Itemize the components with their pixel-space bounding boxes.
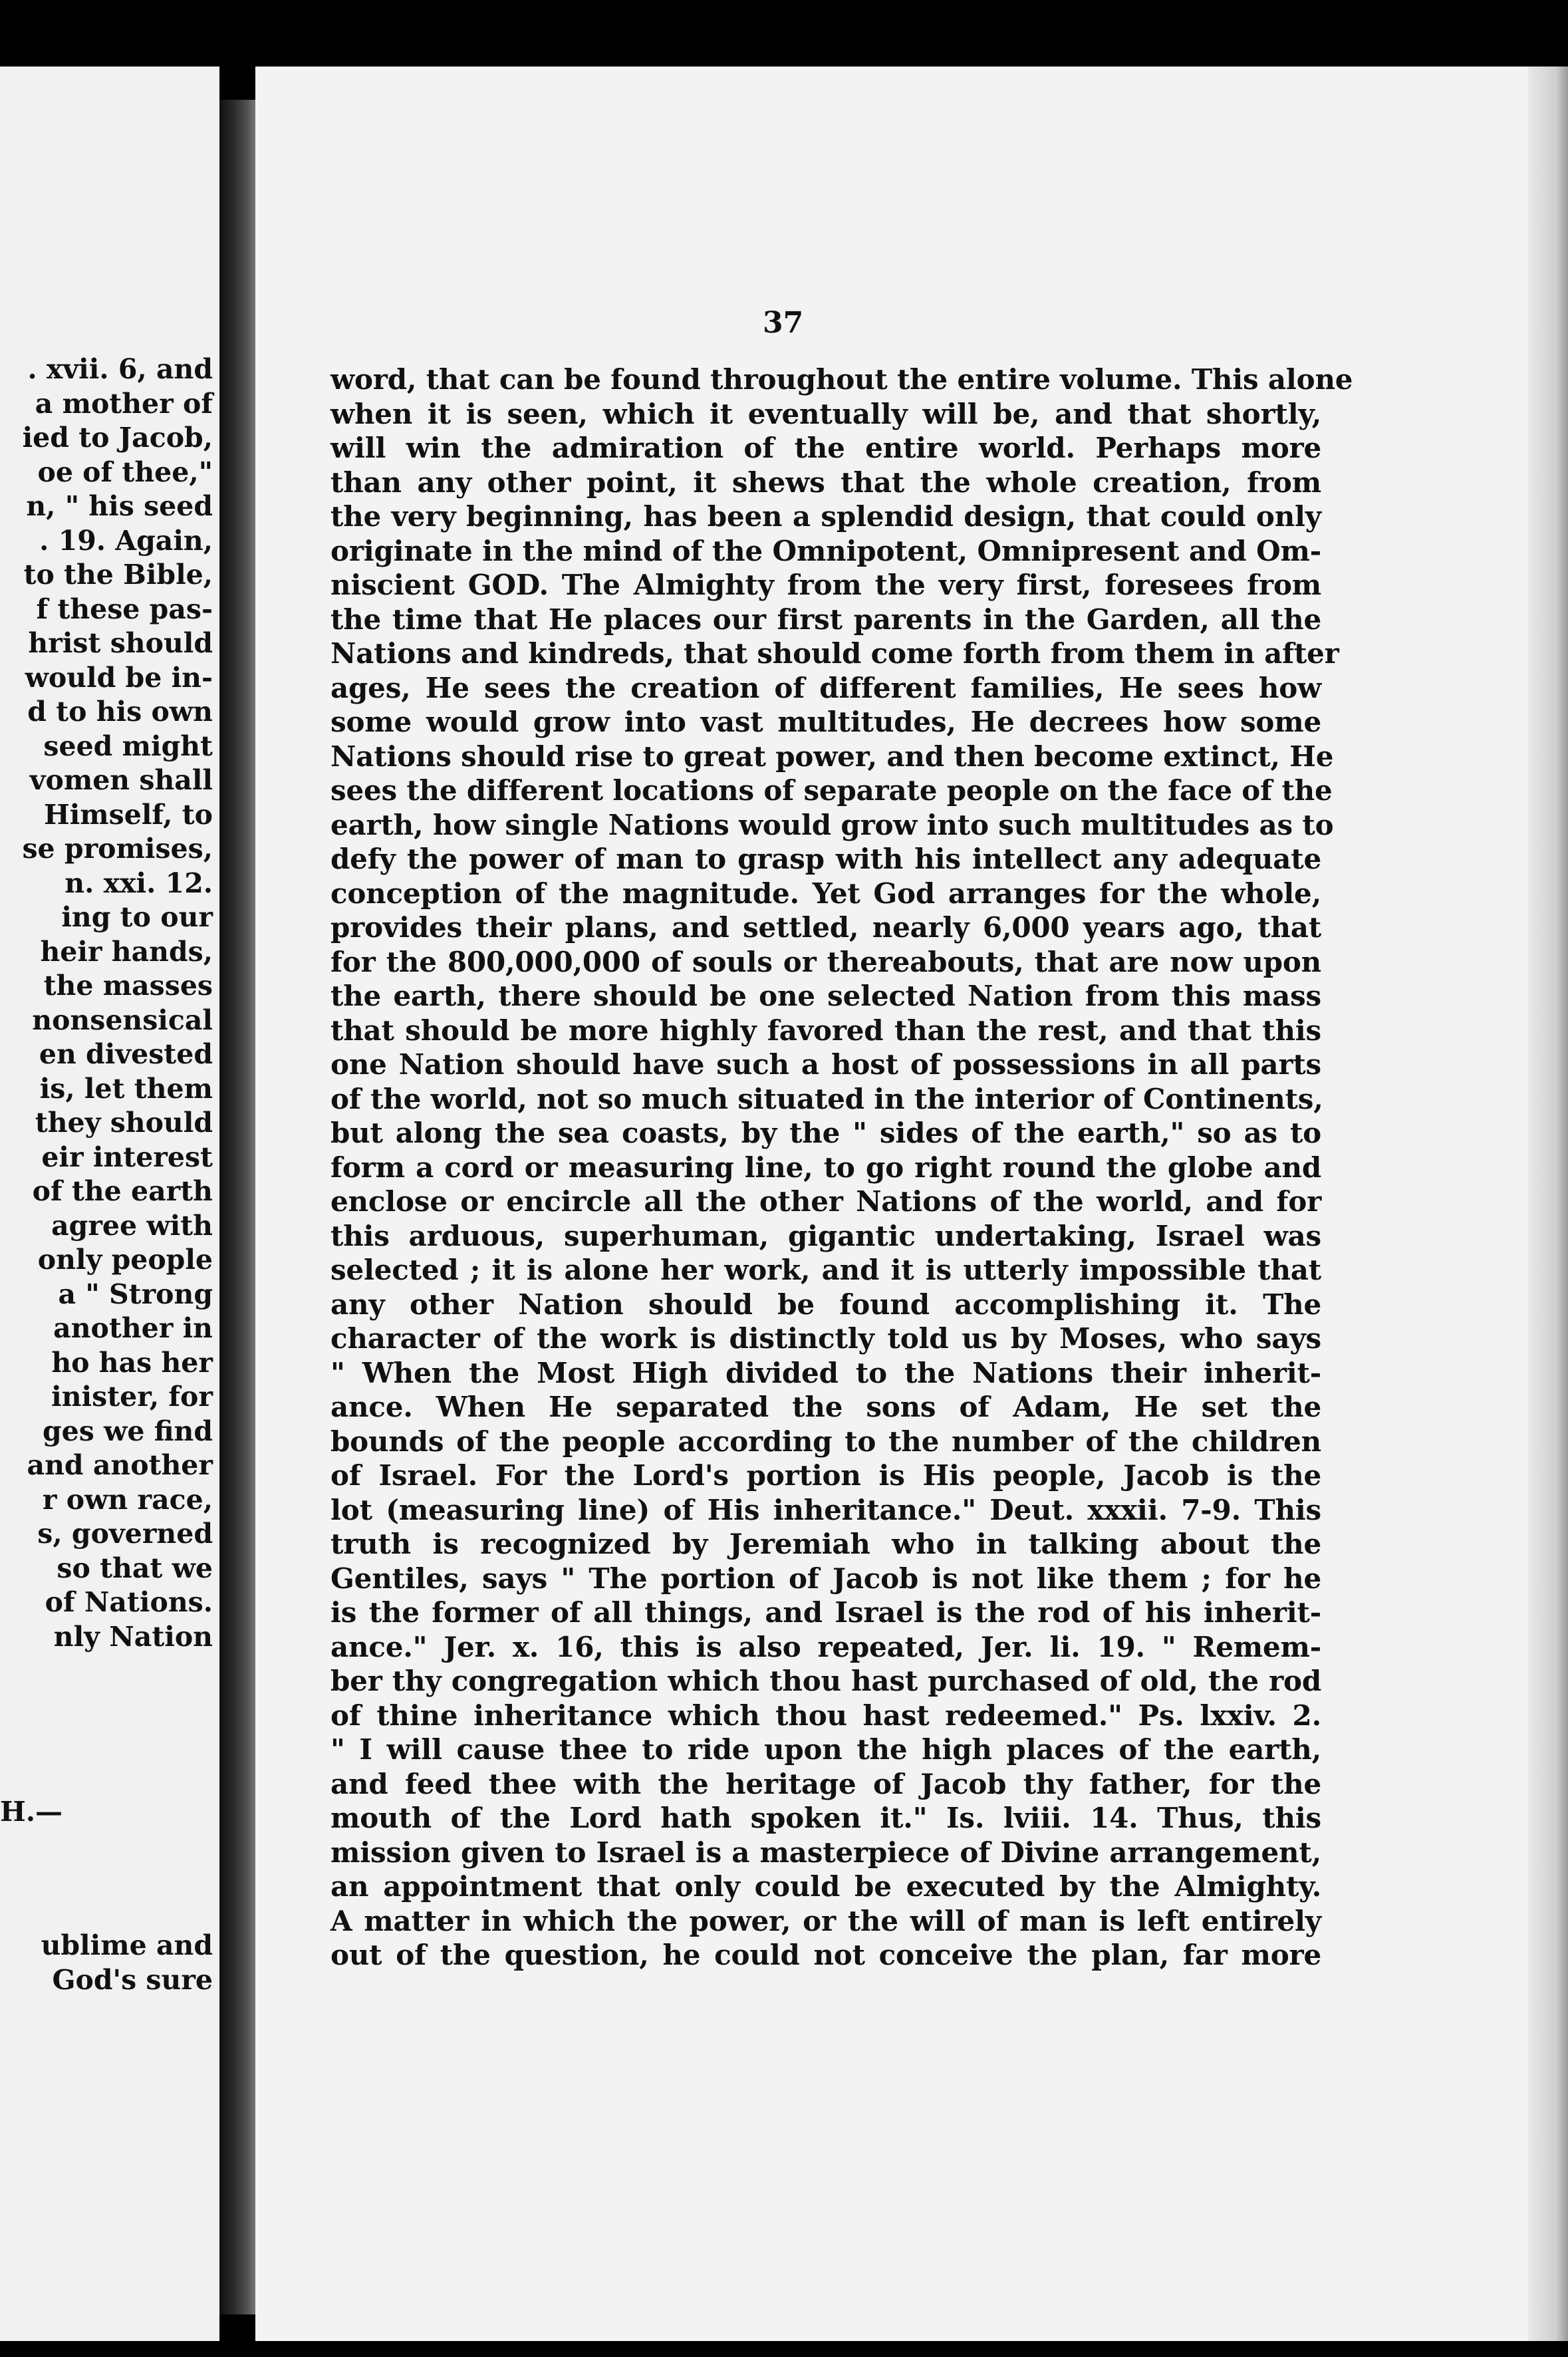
page-body-text (330, 362, 1353, 1973)
previous-page-line: only people (37, 1244, 213, 1276)
text-line: selected ; it is alone her work, and it is utterly impossible that (330, 1254, 1321, 1286)
previous-page-line: ied to Jacob, (22, 422, 213, 454)
previous-page-line: oe of thee," (37, 456, 213, 488)
previous-page-line: is, let them (39, 1072, 213, 1105)
text-line: character of the work is distinctly told us by Moses, who says (330, 1322, 1321, 1355)
previous-page-line: hrist should (28, 627, 213, 659)
text-line: word, that can be found throughout the entire volume. This alone (330, 363, 1353, 396)
previous-page-line: so that we (57, 1552, 213, 1584)
text-line: that should be more highly favored than the rest, and that this (330, 1014, 1321, 1047)
previous-page-line: Himself, to (43, 798, 213, 831)
page-number: 37 (763, 306, 804, 340)
previous-page-line: of Nations. (45, 1586, 213, 1618)
text-line: provides their plans, and settled, nearly 6,000 years ago, that (330, 911, 1321, 944)
text-line: niscient GOD. The Almighty from the very first, foresees from (330, 569, 1321, 601)
text-line: ages, He sees the creation of different families, He sees how (330, 671, 1321, 704)
text-line: ance." Jer. x. 16, this is also repeated, Jer. li. 19. " Remem- (330, 1630, 1321, 1663)
text-line: originate in the mind of the Omnipotent, Omnipresent and Om- (330, 534, 1321, 567)
text-line: an appointment that only could be executed by the Almighty. (330, 1870, 1321, 1903)
text-line: for the 800,000,000 of souls or thereabouts, that are now upon (330, 945, 1321, 978)
text-line: when it is seen, which it eventually will be, and that shortly, (330, 397, 1321, 430)
text-line: than any other point, it shews that the whole creation, from (330, 466, 1321, 499)
previous-page-line: ho has her (51, 1346, 213, 1379)
previous-page-line: nonsensical (32, 1004, 213, 1036)
text-line: some would grow into vast multitudes, He decrees how some (330, 706, 1321, 738)
text-line: and feed thee with the heritage of Jacob thy father, for the (330, 1767, 1321, 1800)
previous-page-line: seed might (43, 730, 213, 762)
previous-page-line: n, " his seed (26, 490, 213, 522)
previous-page-line: eir interest (41, 1141, 213, 1173)
text-line: the very beginning, has been a splendid design, that could only (330, 500, 1321, 533)
text-line: one Nation should have such a host of possessions in all parts (330, 1048, 1321, 1081)
previous-page-line: vomen shall (29, 764, 213, 796)
previous-page-line: the masses (43, 970, 213, 1002)
text-line: ber thy congregation which thou hast purchased of old, the rod (330, 1665, 1321, 1697)
previous-page-column (0, 352, 213, 1654)
previous-page-line: to the Bible, (23, 559, 213, 591)
previous-page-line: of the earth (32, 1175, 213, 1207)
previous-page-line: en divested (39, 1038, 213, 1070)
text-line: sees the different locations of separate people on the face of the (330, 774, 1333, 807)
previous-page-closing (0, 1929, 213, 1997)
previous-page-line: heir hands, (40, 935, 213, 968)
text-line: mission given to Israel is a masterpiece of Divine arrangement, (330, 1836, 1321, 1869)
text-line: form a cord or measuring line, to go right round the globe and (330, 1151, 1321, 1184)
text-line: lot (measuring line) of His inheritance." Deut. xxxii. 7-9. This (330, 1493, 1321, 1526)
text-line: defy the power of man to grasp with his intellect any adequate (330, 843, 1321, 875)
previous-page-line: r own race, (42, 1483, 213, 1516)
previous-page-line: ing to our (61, 901, 213, 933)
text-line: but along the sea coasts, by the " sides of the earth," so as to (330, 1117, 1321, 1149)
text-line: earth, how single Nations would grow into such multitudes as to (330, 808, 1334, 841)
book-spine (219, 100, 255, 2314)
text-line: ance. When He separated the sons of Adam, He set the (330, 1391, 1321, 1423)
previous-page-line: n. xxi. 12. (65, 867, 213, 899)
previous-page-line: God's sure (52, 1963, 213, 1996)
previous-page-line: f these pas- (36, 593, 213, 625)
text-line: truth is recognized by Jeremiah who in talking about the (330, 1528, 1321, 1560)
previous-page-line: inister, for (51, 1381, 213, 1413)
previous-page-line: se promises, (22, 833, 213, 865)
text-line: of Israel. For the Lord's portion is His people, Jacob is the (330, 1459, 1321, 1492)
previous-page (0, 67, 219, 2341)
previous-page-line: nly Nation (53, 1620, 213, 1653)
previous-page-line: agree with (51, 1209, 213, 1242)
previous-page-line: and another (27, 1449, 213, 1481)
previous-page-line: . xvii. 6, and (27, 353, 213, 385)
text-line: of the world, not so much situated in the interior of Continents, (330, 1082, 1323, 1115)
text-line: conception of the magnitude. Yet God arranges for the whole, (330, 877, 1321, 910)
text-line: will win the admiration of the entire world. Perhaps more (330, 432, 1321, 464)
text-line: enclose or encircle all the other Nations of the world, and for (330, 1185, 1321, 1218)
previous-page-line: a mother of (35, 387, 213, 420)
text-line: mouth of the Lord hath spoken it." Is. lviii. 14. Thus, this (330, 1802, 1321, 1834)
text-line: " I will cause thee to ride upon the high places of the earth, (330, 1733, 1321, 1766)
text-line: out of the question, he could not conceive the plan, far more (330, 1939, 1321, 1971)
current-page (255, 67, 1568, 2341)
text-line: " When the Most High divided to the Nations their inherit- (330, 1356, 1321, 1389)
previous-page-line: another in (53, 1312, 213, 1344)
text-line: any other Nation should be found accomplishing it. The (330, 1288, 1321, 1321)
previous-page-line: they should (35, 1107, 213, 1139)
previous-page-line: d to his own (27, 696, 213, 728)
previous-page-line: ublime and (41, 1929, 213, 1961)
text-line: bounds of the people according to the number of the children (330, 1425, 1321, 1458)
text-line: Nations should rise to great power, and then become extinct, He (330, 740, 1334, 773)
previous-page-line: ges we find (42, 1415, 213, 1447)
previous-page-line: a " Strong (58, 1278, 213, 1310)
text-line: this arduous, superhuman, gigantic undertaking, Israel was (330, 1219, 1321, 1252)
previous-page-line: s, governed (37, 1518, 213, 1550)
previous-page-line: would be in- (25, 661, 213, 694)
text-line: of thine inheritance which thou hast redeemed." Ps. lxxiv. 2. (330, 1699, 1321, 1732)
text-line: the time that He places our first parents in the Garden, all the (330, 603, 1321, 636)
previous-page-heading: H.— (0, 1796, 63, 1828)
text-line: Nations and kindreds, that should come forth from them in after (330, 637, 1339, 670)
page-edge-shadow (1528, 67, 1568, 2341)
text-line: is the former of all things, and Israel is the rod of his inherit- (330, 1596, 1321, 1629)
text-line: the earth, there should be one selected Nation from this mass (330, 980, 1321, 1012)
text-line: Gentiles, says " The portion of Jacob is not like them ; for he (330, 1562, 1321, 1595)
previous-page-line: . 19. Again, (39, 524, 213, 557)
text-line: A matter in which the power, or the will of man is left entirely (330, 1904, 1321, 1937)
